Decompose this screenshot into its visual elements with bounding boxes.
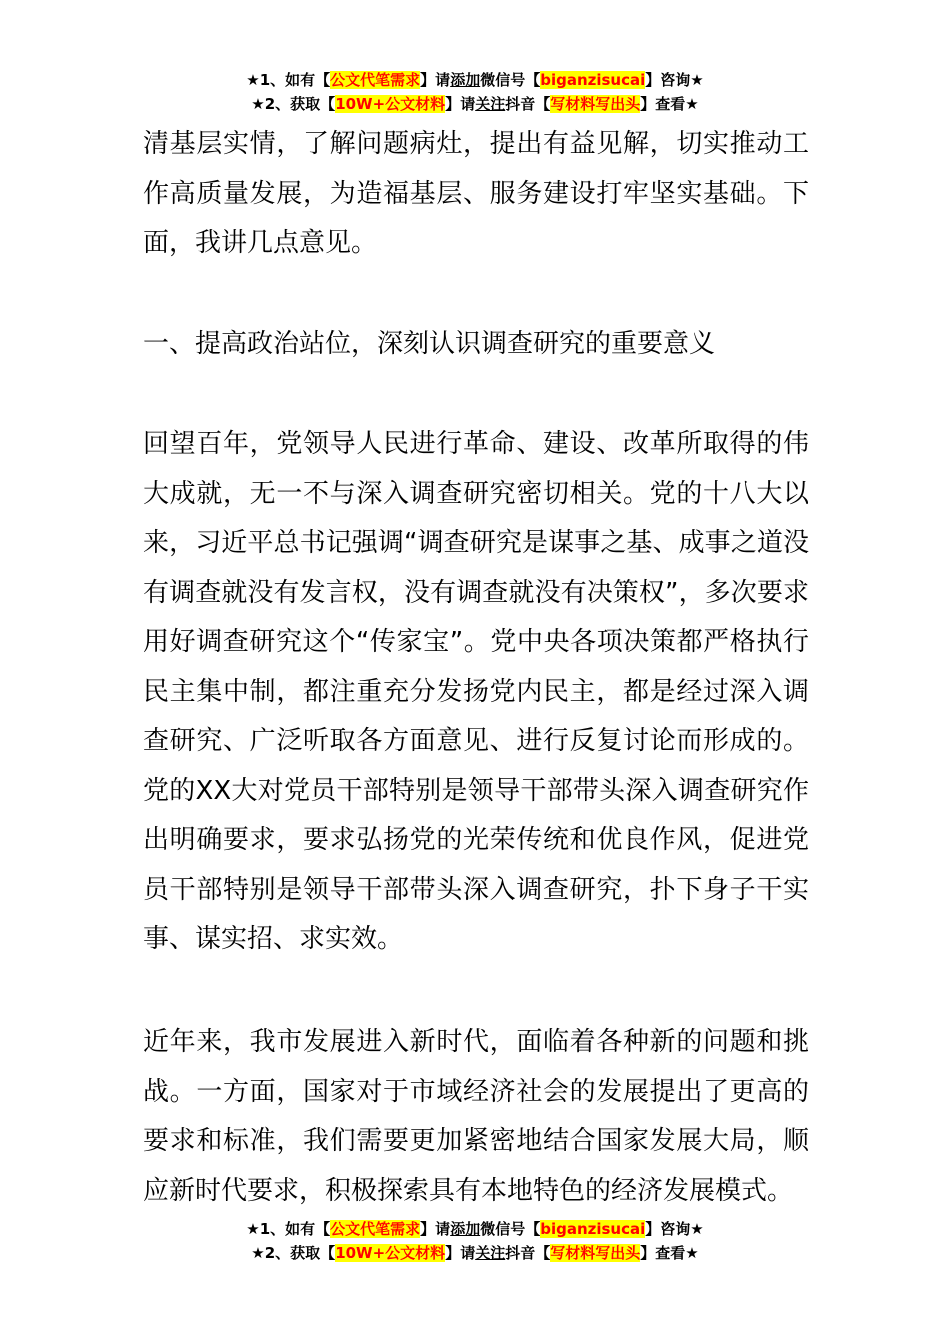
banner-highlight: 公文代笔需求 <box>330 71 421 89</box>
paragraph-text: 清基层实情，了解问题病灶，提出有益见解，切实推动工作高质量发展，为造福基层、服务建设打牢坚实基础。下面，我讲几点意见。 <box>143 129 809 258</box>
banner-highlight: 写材料写出头 <box>550 95 641 113</box>
banner-highlight: 写材料写出头 <box>550 1244 641 1262</box>
banner-highlight: 公文代笔需求 <box>330 1220 421 1238</box>
banner-text: 微信号【 <box>480 1220 541 1238</box>
banner-highlight: 10W+公文材料 <box>335 1244 446 1262</box>
heading-text: 一、提高政治站位，深刻认识调查研究的重要意义 <box>143 329 716 359</box>
paragraph-1 <box>143 420 809 965</box>
banner-text: 抖音【 <box>505 95 551 113</box>
banner-text: ★1、如有【 <box>246 1220 331 1238</box>
paragraph-2 <box>143 1018 809 1216</box>
banner-text: 微信号【 <box>480 71 541 89</box>
banner-line-2 <box>0 1241 950 1265</box>
banner-text: 】请 <box>445 1244 476 1262</box>
banner-text: 】查看★ <box>640 95 699 113</box>
banner-underline: 关注 <box>475 1244 506 1262</box>
banner-highlight: biganzisucai <box>540 71 646 89</box>
banner-text: 】请 <box>420 71 451 89</box>
banner-text: ★2、获取【 <box>251 1244 336 1262</box>
banner-text: 】咨询★ <box>645 1220 704 1238</box>
banner-line-2 <box>0 92 950 116</box>
banner-text: 】请 <box>445 95 476 113</box>
banner-underline: 关注 <box>475 95 506 113</box>
paragraph-text: 近年来，我市发展进入新时代，面临着各种新的问题和挑战。一方面，国家对于市域经济社会的发展提出了更高的要求和标准，我们需要更加紧密地结合国家发展大局，顺应新时代要求，积极探索具有本地特色的经济发展模式。 <box>143 1027 809 1206</box>
banner-highlight: biganzisucai <box>540 1220 646 1238</box>
banner-text: 抖音【 <box>505 1244 551 1262</box>
banner-text: ★2、获取【 <box>251 95 336 113</box>
section-heading-1 <box>143 320 809 370</box>
banner-underline: 添加 <box>450 71 481 89</box>
banner-highlight: 10W+公文材料 <box>335 95 446 113</box>
banner-line-1 <box>0 1217 950 1241</box>
paragraph-0 <box>143 120 809 269</box>
header-banner <box>0 68 950 116</box>
banner-text: ★1、如有【 <box>246 71 331 89</box>
banner-line-1 <box>0 68 950 92</box>
paragraph-text: 回望百年，党领导人民进行革命、建设、改革所取得的伟大成就，无一不与深入调查研究密切相关。党的十八大以来，习近平总书记强调“调查研究是谋事之基、成事之道没有调查就没有发言权，没有调查就没有决策权”，多次要求用好调查研究这个“传家宝”。党中央各项决策都严格执行民主集中制，都注重充分发扬党内民主，都是经过深入调查研究、广泛听取各方面意见、进行反复讨论而形成的。党的XX大对党员干部特别是领导干部带头深入调查研究作出明确要求，要求弘扬党的光荣传统和优良作风，促进党员干部特别是领导干部带头深入调查研究，扑下身子干实事、谋实招、求实效。 <box>143 429 809 954</box>
banner-text: 】请 <box>420 1220 451 1238</box>
footer-banner <box>0 1217 950 1265</box>
banner-text: 】咨询★ <box>645 71 704 89</box>
banner-text: 】查看★ <box>640 1244 699 1262</box>
banner-underline: 添加 <box>450 1220 481 1238</box>
